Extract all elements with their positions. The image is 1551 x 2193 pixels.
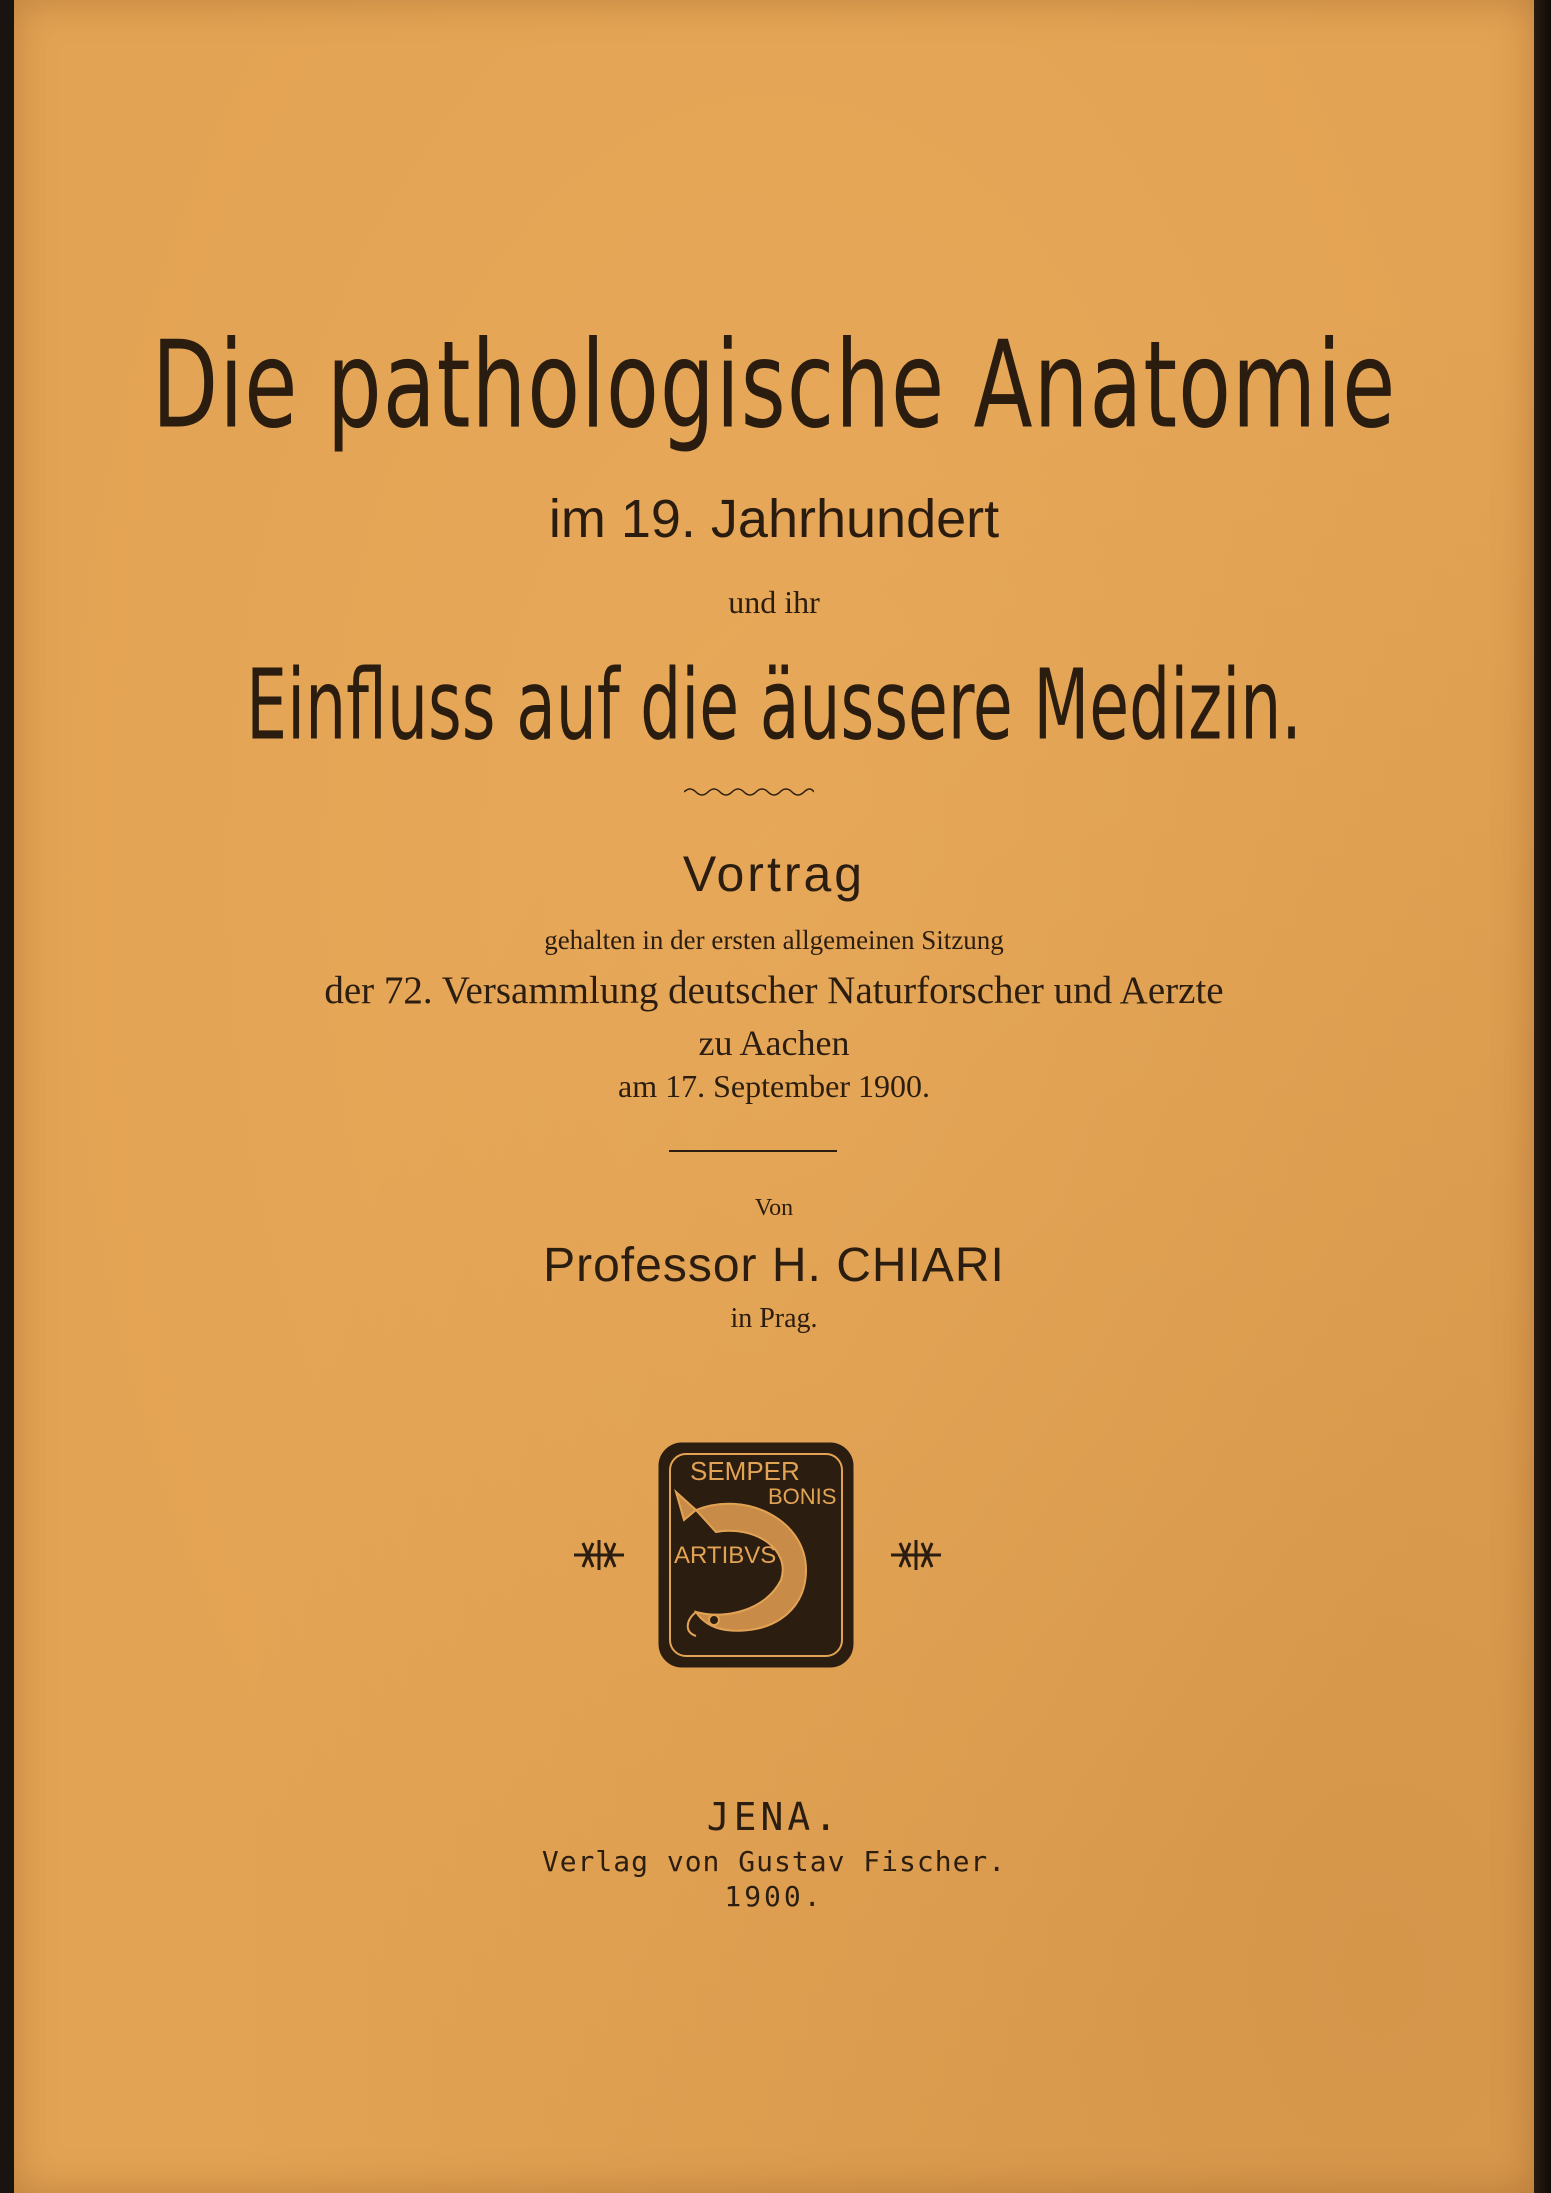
author-by: Von [754,1195,794,1221]
author-name: Professor H. CHIARI [543,1239,1005,1292]
title-line-4: Einfluss auf die äussere Medizin. [246,648,1302,762]
lecture-heading: Vortrag [682,846,866,902]
title-line-1: Die pathologische Anatomie [151,315,1397,455]
emblem-motto-3: ARTIBVS [674,1542,777,1569]
ornament-right-icon [886,1535,946,1575]
horizontal-rule [669,1150,837,1152]
emblem-motto-2: BONIS [768,1484,837,1509]
emblem-motto-1: SEMPER [690,1456,800,1486]
title-line-3: und ihr [728,584,820,620]
lecture-assembly: der 72. Versammlung deutscher Naturforscher und Aerzte [324,969,1224,1012]
background-edge [1534,0,1551,2193]
title-line-2: im 19. Jahrhundert [548,489,1000,549]
book-cover [14,0,1534,2193]
lecture-held-in: gehalten in der ersten allgemeinen Sitzung [544,925,1004,955]
lecture-date: am 17. September 1900. [618,1068,930,1104]
publisher-emblem [656,1440,856,1670]
ornament-left-icon [569,1535,629,1575]
lecture-place: zu Aachen [698,1023,850,1063]
publication-year: 1900. [724,1880,824,1913]
wave-divider [684,786,814,798]
publisher-city: JENA. [706,1795,842,1839]
author-location: in Prag. [730,1303,818,1334]
publisher-name: Verlag von Gustav Fischer. [541,1845,1007,1878]
